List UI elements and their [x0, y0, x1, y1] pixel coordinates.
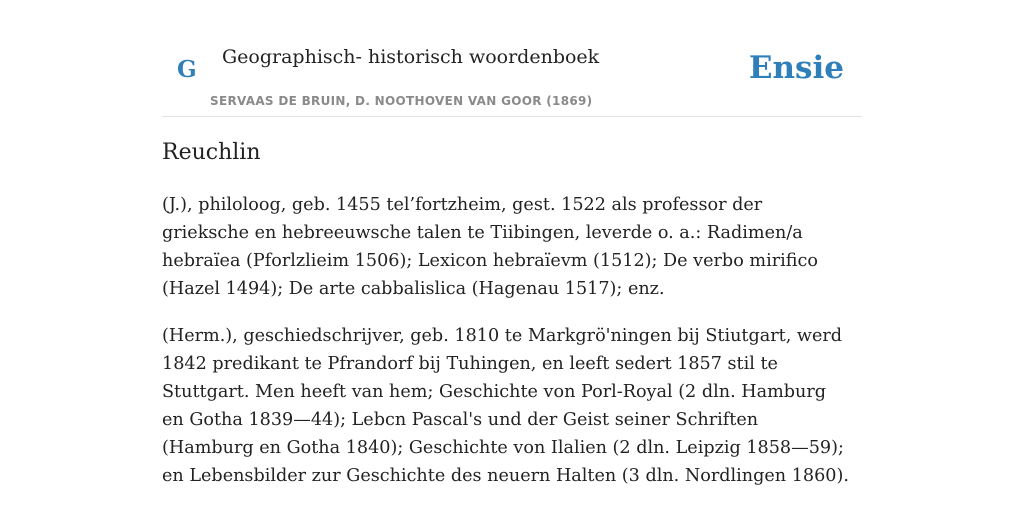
entry-paragraph: (J.), philoloog, geb. 1455 tel’fortzheim, gest. 1522 als professor der grieksche en hebreeuwsche talen te Tiibingen, leverde o. a.: Radimen/a hebraïea (Pforlzlieim 1506); Lexicon hebraïevm (1512); De verbo mirifico (Hazel 1494); De arte cabbalislica (Hagenau 1517); enz.	[162, 195, 818, 299]
entry-paragraph: (Herm.), geschiedschrijver, geb. 1810 te Markgrö'ningen bij Stiutgart, werd 1842 predikant te Pfrandorf bij Tuhingen, en leeft sedert 1857 stil te Stuttgart. Men heeft van hem; Geschichte von Porl-Royal (2 dln. Hamburg en Gotha 1839—44); Lebcn Pascal's und der Geist seiner Schriften (Hamburg en Gotha 1840); Geschichte von Ilalien (2 dln. Leipzig 1858—59); en Lebensbilder zur Geschichte des neuern Halten (3 dln. Nordlingen 1860).	[162, 326, 849, 486]
entry-title: Reuchlin	[162, 140, 261, 165]
book-title-link[interactable]: Geographisch- historisch woordenboek	[222, 46, 600, 68]
book-author: SERVAAS DE BRUIN, D. NOOTHOVEN VAN GOOR (1869)	[210, 94, 593, 108]
ensie-logo-link[interactable]: Ensie	[748, 50, 844, 86]
book-header	[162, 0, 862, 117]
book-initial: G	[177, 56, 197, 83]
entry-content	[162, 140, 852, 509]
